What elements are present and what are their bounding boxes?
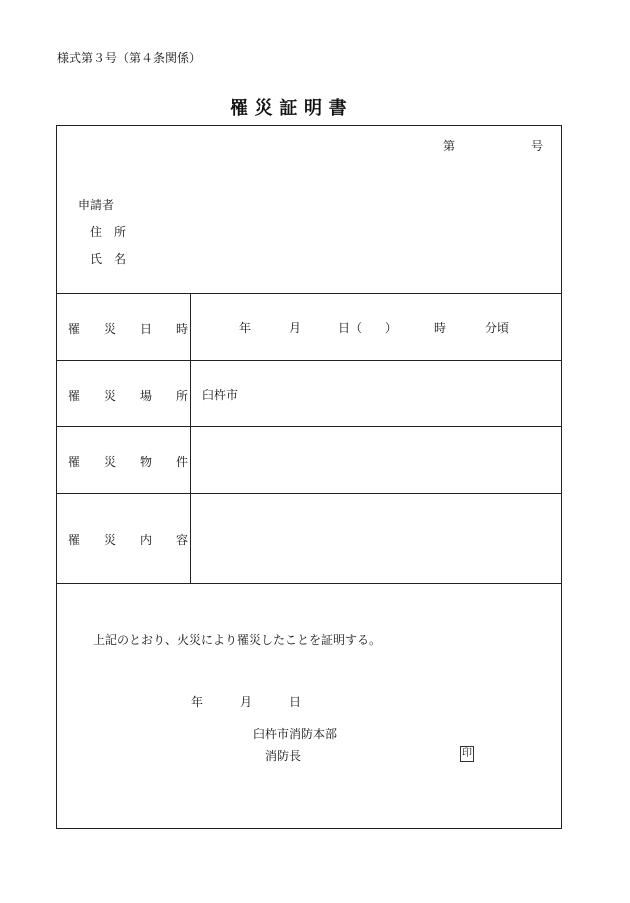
issue-year: 年 <box>191 695 204 709</box>
row-label-disaster-property: 罹 災 物 件 <box>68 455 189 469</box>
issuer-title: 消防長 <box>265 749 302 763</box>
datetime-year: 年 <box>239 321 252 335</box>
datetime-hour: 時 <box>434 321 447 335</box>
datetime-minute: 分頃 <box>485 321 510 335</box>
issue-day: 日 <box>289 695 302 709</box>
divider-line <box>57 493 561 494</box>
divider-line <box>57 426 561 427</box>
number-prefix: 第 <box>443 139 456 153</box>
applicant-label: 申請者 <box>78 198 115 212</box>
address-label: 住 所 <box>90 225 127 239</box>
certification-statement: 上記のとおり、火災により罹災したことを証明する。 <box>93 633 382 647</box>
divider-line <box>57 360 561 361</box>
row-label-disaster-datetime: 罹 災 日 時 <box>68 322 189 336</box>
column-divider <box>190 293 191 583</box>
datetime-weekday-close: ） <box>385 321 398 335</box>
certificate-table <box>56 125 562 829</box>
datetime-day: 日（ <box>338 321 363 335</box>
seal-mark: 印 <box>460 746 474 762</box>
issue-month: 月 <box>240 695 253 709</box>
issuer-name: 臼杵市消防本部 <box>253 727 338 741</box>
row-label-disaster-location: 罹 災 場 所 <box>68 389 189 403</box>
name-label: 氏 名 <box>90 252 127 266</box>
location-value: 臼杵市 <box>202 388 239 402</box>
row-label-disaster-content: 罹 災 内 容 <box>68 533 189 547</box>
document-title: 罹 災 証 明 書 <box>230 98 347 119</box>
datetime-month: 月 <box>289 321 302 335</box>
divider-line <box>57 583 561 584</box>
number-suffix: 号 <box>531 139 544 153</box>
form-number: 様式第３号（第４条関係） <box>57 51 202 65</box>
divider-line <box>57 293 561 294</box>
